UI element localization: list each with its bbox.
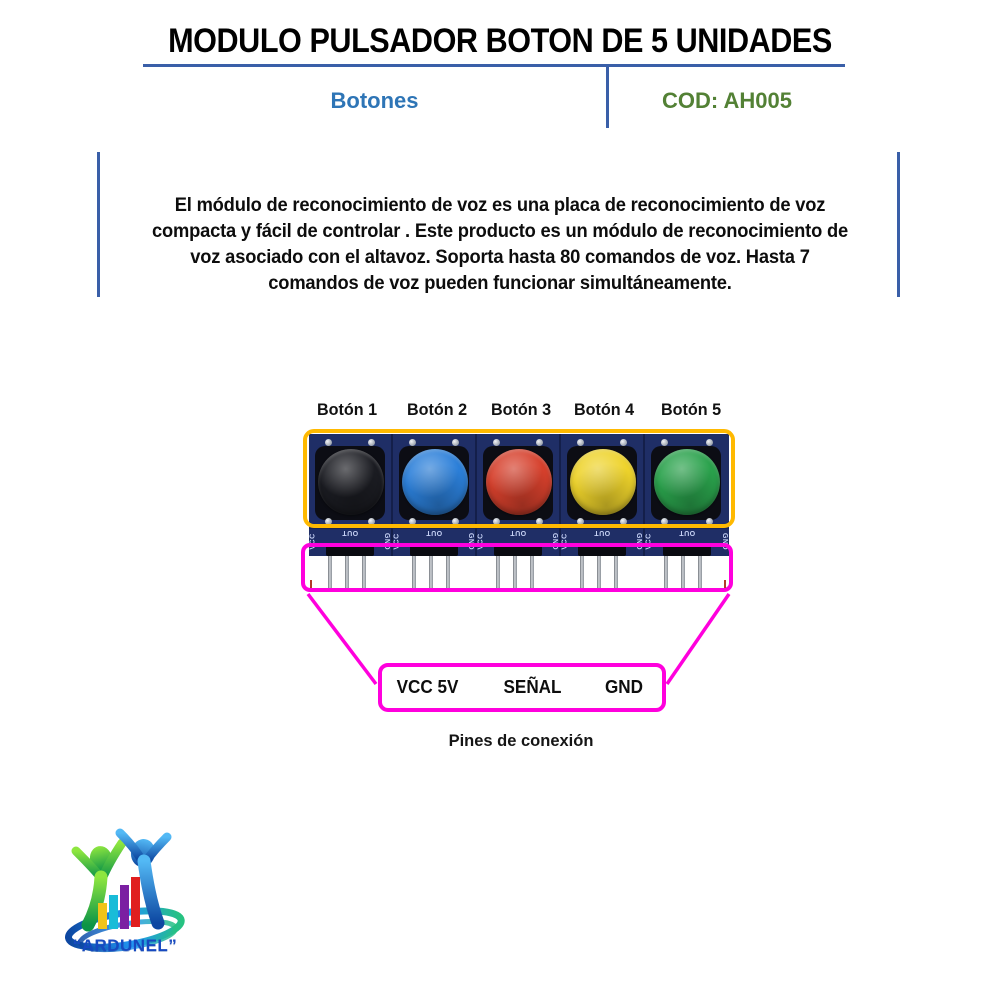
pcb-label-vcc: VCC (645, 533, 653, 550)
product-code: COD: AH005 (662, 88, 792, 113)
pcb-label-gnd: GND (720, 532, 728, 551)
pcb-label-gnd: GND (634, 532, 642, 551)
pcb-label-out: OUT (509, 529, 527, 536)
red-tick-right (724, 580, 726, 588)
pcb-label-gnd: GND (382, 532, 390, 551)
description-line: compacta y fácil de controlar . Este producto es un módulo de reconocimiento de (151, 220, 849, 242)
pcb-label-vcc: VCC (477, 533, 485, 550)
description-line: El módulo de reconocimiento de voz es una placa de reconocimiento de voz (174, 194, 826, 216)
button-label-2: Botón 2 (406, 400, 468, 419)
pcb-label-out: OUT (678, 529, 696, 536)
pcb-label-vcc: VCC (309, 533, 317, 550)
pcb-label-gnd: GND (550, 532, 558, 551)
pins-highlight-outline (301, 543, 733, 592)
category-label: Botones (330, 88, 419, 113)
pcb-label-out: OUT (593, 529, 611, 536)
pins-caption: Pines de conexión (448, 731, 594, 750)
button-label-5: Botón 5 (660, 400, 722, 419)
pcb-label-vcc: VCC (561, 533, 569, 550)
description-text (30, 192, 970, 296)
pin-label-gnd: GND (604, 677, 643, 697)
description-line: comandos de voz pueden funcionar simultáneamente. (268, 272, 732, 294)
pcb-label-vcc: VCC (393, 533, 401, 550)
buttons-highlight-outline (303, 429, 735, 528)
description-line: voz asociado con el altavoz. Soporta hasta 80 comandos de voz. Hasta 7 (190, 246, 810, 268)
header-divider-line (143, 64, 845, 67)
button-label-4: Botón 4 (573, 400, 635, 419)
pcb-label-gnd: GND (466, 532, 474, 551)
page-title: MODULO PULSADOR BOTON DE 5 UNIDADES (168, 22, 832, 60)
button-label-1: Botón 1 (316, 400, 378, 419)
brand-name: “ARDUNEL” (72, 936, 178, 955)
pcb-label-out: OUT (341, 529, 359, 536)
button-label-3: Botón 3 (490, 400, 552, 419)
pcb-label-out: OUT (425, 529, 443, 536)
pin-label-vcc: VCC 5V (396, 677, 459, 697)
pin-names-box (378, 663, 666, 712)
pin-label-senal: SEÑAL (503, 677, 561, 697)
red-tick-left (310, 580, 312, 588)
